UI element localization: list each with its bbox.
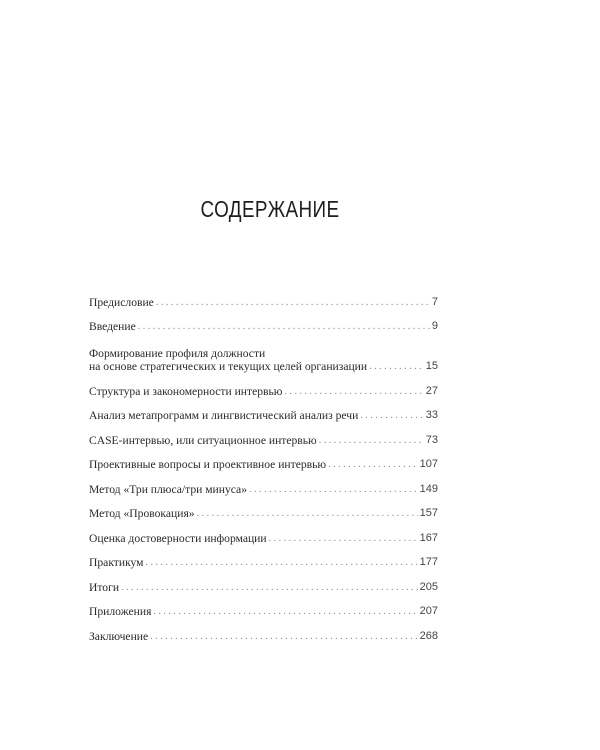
dot-leader <box>269 532 418 545</box>
dot-leader <box>156 296 430 309</box>
toc-entry-title-line: Оценка достоверности информации <box>89 531 267 545</box>
toc-entry-title <box>89 483 247 496</box>
toc-entry-title <box>89 458 326 471</box>
dot-leader <box>328 458 418 471</box>
toc-entry-page-number: 167 <box>419 531 438 544</box>
toc-entry-page-number: 205 <box>419 580 438 593</box>
toc-entry[interactable] <box>89 398 438 423</box>
toc-entry-title-line: на основе стратегических и текущих целей организации <box>89 360 368 373</box>
dot-leader <box>138 320 430 333</box>
toc-entry[interactable] <box>89 373 438 398</box>
dot-leader <box>121 581 418 594</box>
toc-entry-page-number: 107 <box>419 458 438 470</box>
toc-entry-title <box>89 630 148 643</box>
dot-leader <box>360 409 423 422</box>
toc-entry-page-number: 177 <box>419 556 438 568</box>
dot-leader <box>369 360 424 373</box>
toc-entry-title <box>89 605 151 618</box>
table-of-contents <box>89 284 438 643</box>
toc-entry-title-line: Предисловие <box>89 295 154 309</box>
toc-entry-title-line: CASE-интервью, или ситуационное интервью <box>89 433 317 447</box>
toc-entry-title-line: Анализ метапрограмм и лингвистический анализ речи <box>89 409 359 422</box>
dot-leader <box>249 483 418 496</box>
toc-entry-title-line: Введение <box>89 320 136 333</box>
toc-entry-page-number: 73 <box>425 433 438 446</box>
dot-leader <box>197 507 418 520</box>
toc-entry-title-line: Практикум <box>89 556 144 569</box>
toc-entry-page-number: 207 <box>419 605 438 617</box>
toc-entry[interactable] <box>89 337 438 373</box>
toc-entry[interactable] <box>89 284 438 309</box>
toc-entry-title-line: Итоги <box>89 580 120 594</box>
toc-entry-page-number: 15 <box>425 360 438 372</box>
dot-leader <box>319 434 424 447</box>
toc-entry-page-number: 27 <box>425 384 438 397</box>
dot-leader <box>153 605 417 618</box>
toc-entry[interactable] <box>89 545 438 570</box>
toc-entry-page-number: 157 <box>419 507 438 519</box>
toc-entry[interactable] <box>89 471 438 496</box>
toc-entry-page-number: 268 <box>419 629 438 642</box>
dot-leader <box>150 630 418 643</box>
toc-entry[interactable] <box>89 520 438 545</box>
page-title: СОДЕРЖАНИЕ <box>200 196 340 222</box>
toc-entry[interactable] <box>89 618 438 643</box>
toc-entry[interactable] <box>89 447 438 472</box>
toc-entry[interactable] <box>89 594 438 619</box>
toc-entry-title <box>89 409 358 422</box>
toc-entry[interactable] <box>89 309 438 334</box>
toc-entry-title <box>89 507 195 520</box>
toc-entry-title <box>89 581 119 594</box>
toc-entry-title-line: Метод «Провокация» <box>89 507 195 520</box>
dot-leader <box>146 556 418 569</box>
toc-entry-title-line: Метод «Три плюса/три минуса» <box>89 482 247 496</box>
toc-entry[interactable] <box>89 569 438 594</box>
dot-leader <box>284 385 423 398</box>
toc-entry-page-number: 9 <box>431 320 438 332</box>
toc-entry-title-line: Проективные вопросы и проективное интервью <box>89 458 327 471</box>
toc-entry[interactable] <box>89 422 438 447</box>
toc-entry[interactable] <box>89 496 438 521</box>
toc-entry-title <box>89 296 154 309</box>
toc-entry-title <box>89 347 367 373</box>
toc-entry-title <box>89 532 267 545</box>
toc-entry-title-line: Формирование профиля должности <box>89 347 266 360</box>
toc-entry-title <box>89 385 282 398</box>
toc-entry-title-line: Структура и закономерности интервью <box>89 384 283 398</box>
toc-entry-page-number: 33 <box>425 409 438 421</box>
toc-entry-title-line: Приложения <box>89 605 152 618</box>
toc-entry-title <box>89 556 144 569</box>
toc-entry-page-number: 7 <box>431 295 438 308</box>
toc-entry-page-number: 149 <box>419 482 438 495</box>
toc-entry-title <box>89 320 136 333</box>
toc-entry-title-line: Заключение <box>89 629 149 643</box>
toc-entry-title <box>89 434 317 447</box>
